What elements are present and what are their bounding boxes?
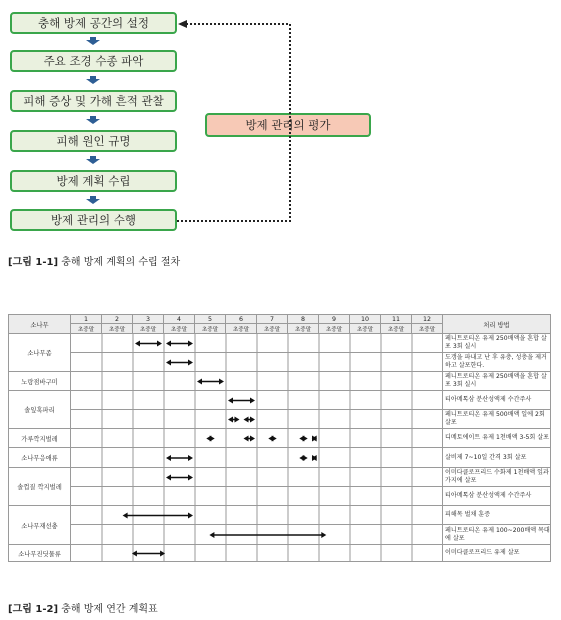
table-row: [9, 525, 551, 545]
table-row: [9, 372, 551, 391]
schedule-grid: [71, 506, 443, 525]
period-arrow-icon: [244, 417, 256, 423]
sub-header: 초중말: [102, 324, 133, 334]
method-text: 티아메톡삼 분산성액제 수간주사: [443, 391, 551, 410]
caption-text: 충해 방제 계획의 수립 절차: [61, 257, 181, 268]
schedule-grid: [71, 391, 443, 410]
month-2: 2: [102, 315, 133, 324]
schedule-cell: [71, 391, 443, 410]
table-row: [9, 448, 551, 468]
method-text: 페니트로티온 유제 250배액을 혼합 살포 3회 실시: [443, 372, 551, 391]
schedule-cell: [71, 353, 443, 372]
sub-header: 초중말: [319, 324, 350, 334]
sub-header: 초중말: [164, 324, 195, 334]
method-text: 이미다클로프리드 유제 살포: [443, 545, 551, 562]
table-row: [9, 468, 551, 487]
period-arrow-icon: [209, 532, 326, 538]
schedule-cell: [71, 487, 443, 506]
period-arrow-icon: [228, 398, 255, 404]
period-arrow-icon: [166, 455, 193, 461]
pest-name: 솔껍질 깍지벌레: [9, 468, 71, 506]
period-arrow-icon: [299, 455, 307, 461]
period-arrow-icon: [166, 341, 193, 347]
sub-header: 초중말: [288, 324, 319, 334]
figure-caption-2: [8, 600, 158, 615]
arrowhead-icon: [178, 20, 187, 28]
schedule-grid: [71, 353, 443, 372]
method-text: 페니트로티온 유제 500배액 일에 2회 살포: [443, 410, 551, 429]
month-6: 6: [226, 315, 257, 324]
schedule-grid: [71, 468, 443, 487]
header-method: 처리 방법: [443, 315, 551, 334]
sub-header: 초중말: [133, 324, 164, 334]
sub-header: 초중말: [412, 324, 443, 334]
flow-step-2: 주요 조경 수종 파악: [10, 50, 177, 72]
sub-header: 초중말: [350, 324, 381, 334]
month-3: 3: [133, 315, 164, 324]
table-row: [9, 545, 551, 562]
month-4: 4: [164, 315, 195, 324]
pest-name: 소나무좀: [9, 334, 71, 372]
period-arrow-icon: [312, 436, 317, 442]
table-row: [9, 410, 551, 429]
table-row: [9, 391, 551, 410]
method-text: 티아메톡삼 분산성액제 수간주사: [443, 487, 551, 506]
method-text: 피해목 벌채 훈증: [443, 506, 551, 525]
month-5: 5: [195, 315, 226, 324]
pest-name: 소나무응애류: [9, 448, 71, 468]
flow-step-3: 피해 증상 및 가해 흔적 관찰: [10, 90, 177, 112]
period-arrow-icon: [268, 436, 276, 442]
month-7: 7: [257, 315, 288, 324]
schedule-grid: [71, 448, 443, 468]
month-10: 10: [350, 315, 381, 324]
period-arrow-icon: [206, 436, 214, 442]
flow-step-6: 방제 관리의 수행: [10, 209, 177, 231]
table-row: [9, 353, 551, 372]
month-8: 8: [288, 315, 319, 324]
pest-name: 소나무진딧물류: [9, 545, 71, 562]
schedule-cell: [71, 429, 443, 448]
sub-header: 초중말: [257, 324, 288, 334]
annual-plan-table: [8, 314, 551, 562]
table-row: [9, 334, 551, 353]
figure-caption-1: [8, 253, 180, 268]
schedule-grid: [71, 525, 443, 545]
period-arrow-icon: [244, 436, 256, 442]
schedule-grid: [71, 487, 443, 506]
schedule-grid: [71, 429, 443, 448]
method-text: 디메토에이트 유제 1천배액 3-5회 살포: [443, 429, 551, 448]
table-row: [9, 429, 551, 448]
pest-name: 솔잎혹파리: [9, 391, 71, 429]
table-row: [9, 487, 551, 506]
sub-header: 초중말: [381, 324, 412, 334]
pest-name: 노랑점바구미: [9, 372, 71, 391]
schedule-cell: [71, 372, 443, 391]
pest-name: 가루깍지벌레: [9, 429, 71, 448]
sub-header: 초중말: [71, 324, 102, 334]
schedule-cell: [71, 410, 443, 429]
method-text: 페니트로티온 유제 100~200배액 목대에 살포: [443, 525, 551, 545]
feedback-loop-connector: [0, 0, 561, 240]
schedule-cell: [71, 545, 443, 562]
caption-text: 충해 방제 연간 계획표: [61, 604, 158, 615]
month-12: 12: [412, 315, 443, 324]
pest-name: 소나무재선충: [9, 506, 71, 545]
flow-step-1: 충해 방제 공간의 설정: [10, 12, 177, 34]
period-arrow-icon: [299, 436, 307, 442]
caption-number: [그림 1-2]: [8, 604, 59, 615]
method-text: 도갱을 파내고 난 후 유충, 성충을 제거하고 살포한다.: [443, 353, 551, 372]
flow-step-5: 방제 계획 수립: [10, 170, 177, 192]
period-arrow-icon: [135, 341, 162, 347]
method-text: 이미다클로프리드 수화제 1천배액 잎과 가지에 살포: [443, 468, 551, 487]
evaluation-box: 방제 관리의 평가: [205, 113, 371, 137]
schedule-cell: [71, 525, 443, 545]
header-tree: 소나무: [9, 315, 71, 334]
period-arrow-icon: [228, 417, 240, 423]
schedule-grid: [71, 334, 443, 353]
schedule-cell: [71, 334, 443, 353]
schedule-cell: [71, 448, 443, 468]
period-arrow-icon: [197, 379, 224, 385]
period-arrow-icon: [132, 551, 165, 557]
period-arrow-icon: [166, 475, 193, 481]
flow-step-4: 피해 원인 규명: [10, 130, 177, 152]
schedule-grid: [71, 410, 443, 429]
schedule-cell: [71, 506, 443, 525]
schedule-cell: [71, 468, 443, 487]
period-arrow-icon: [166, 360, 193, 366]
period-arrow-icon: [312, 455, 317, 461]
schedule-grid: [71, 372, 443, 391]
sub-header: 초중말: [226, 324, 257, 334]
month-9: 9: [319, 315, 350, 324]
month-1: 1: [71, 315, 102, 324]
method-text: 페니트로티온 유제 250배액을 혼합 살포 3회 실시: [443, 334, 551, 353]
table-row: [9, 506, 551, 525]
sub-header: 초중말: [195, 324, 226, 334]
caption-number: [그림 1-1]: [8, 257, 59, 268]
month-11: 11: [381, 315, 412, 324]
method-text: 살비제 7~10일 간격 3회 살포: [443, 448, 551, 468]
schedule-grid: [71, 545, 443, 562]
